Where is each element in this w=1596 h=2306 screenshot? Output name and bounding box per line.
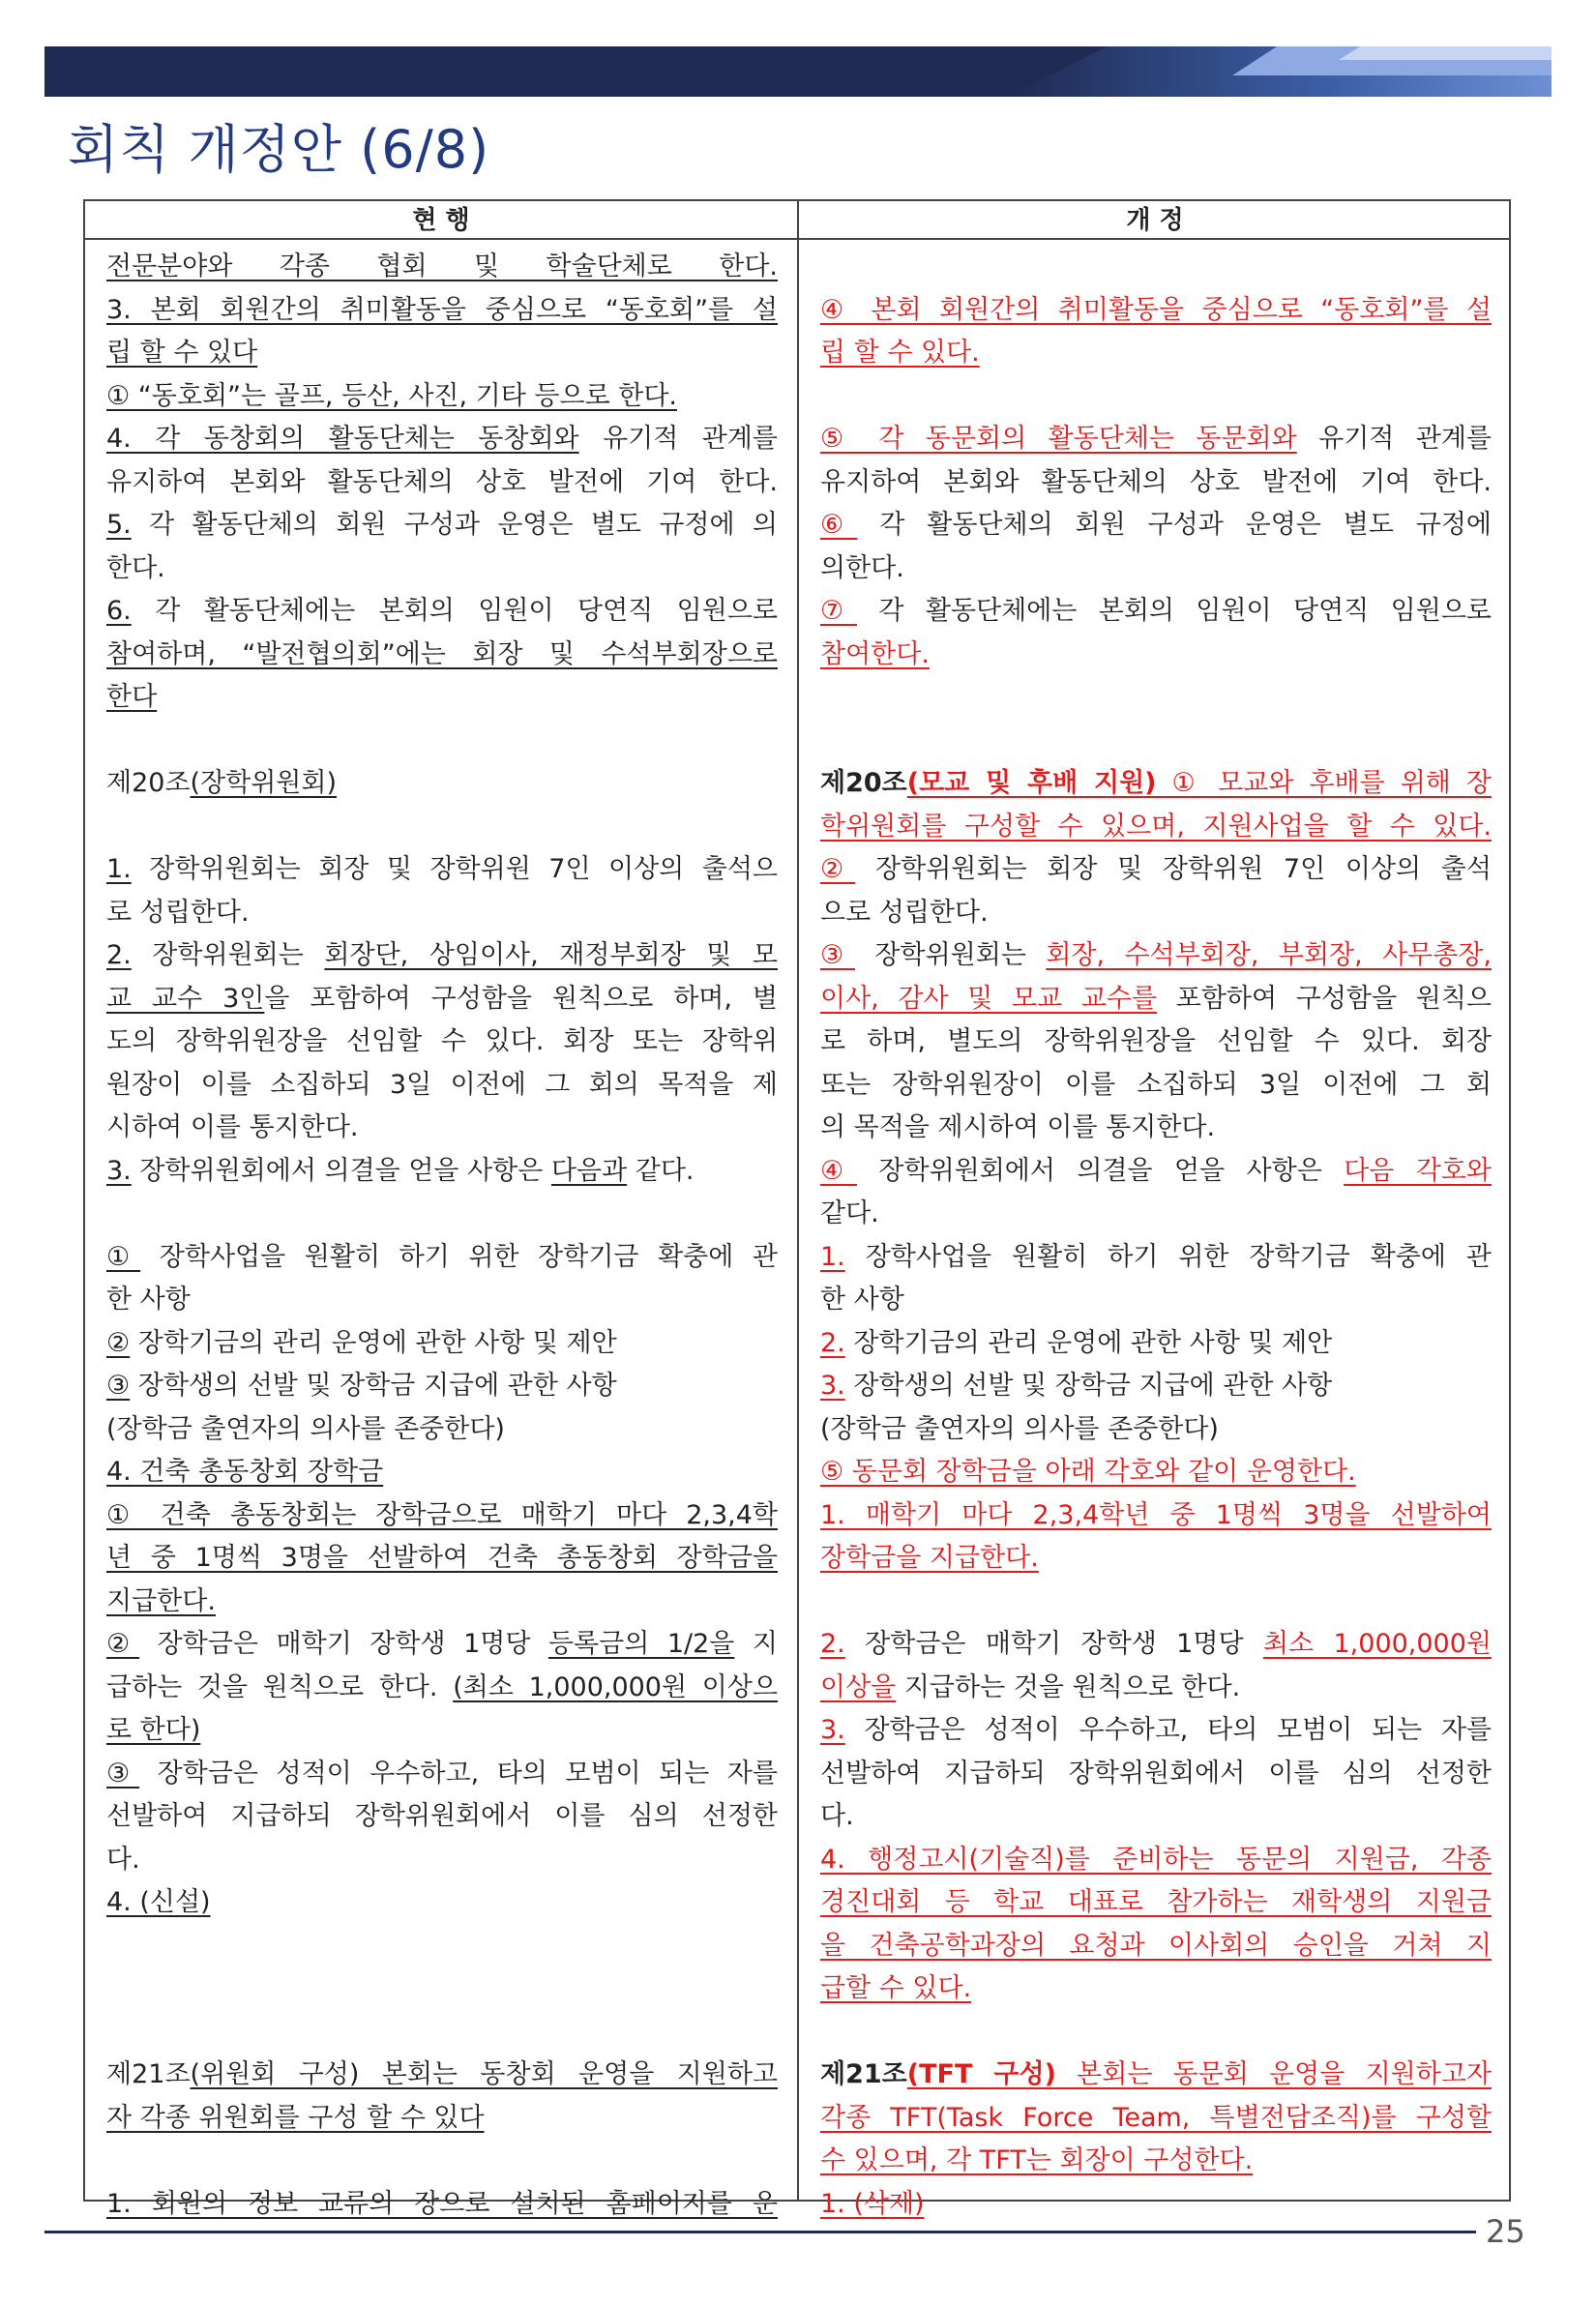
current-line xyxy=(106,289,778,332)
revised-text-segment: 으로 성립한다. xyxy=(820,897,989,928)
revised-line xyxy=(820,289,1492,332)
banner-stripe xyxy=(1339,46,1552,60)
revised-text-segment: 각 활동단체의 회원 구성과 운영은 별도 규정에 xyxy=(857,510,1492,540)
current-text-segment: 장학위원회는 xyxy=(131,940,325,970)
current-text-segment: 4. (신설) xyxy=(106,1887,211,1917)
footer-divider xyxy=(44,2231,1476,2233)
revised-line xyxy=(820,1150,1492,1193)
header-current: 현 행 xyxy=(85,201,799,240)
current-line xyxy=(106,634,778,676)
current-line xyxy=(106,762,778,805)
current-line xyxy=(106,2097,778,2140)
revised-text-segment: 한 사항 xyxy=(820,1285,904,1315)
revised-line xyxy=(820,1839,1492,1881)
revised-line xyxy=(820,1322,1492,1365)
current-line xyxy=(106,418,778,460)
current-text-segment: 년 중 1명씩 3명을 선발하여 건축 총동창회 장학금을 xyxy=(106,1543,778,1573)
revised-text-segment: 참여한다. xyxy=(820,638,930,669)
revised-line xyxy=(820,1107,1492,1149)
revised-text-segment: 경진대회 등 학교 대표로 참가하는 재학생의 지원금 xyxy=(820,1887,1492,1917)
current-text-segment: 다음과 xyxy=(550,1155,628,1186)
revised-text-segment: 수 있으며, 각 TFT는 회장이 구성한다. xyxy=(820,2145,1254,2175)
current-text-segment: 한다 xyxy=(106,682,158,712)
revised-text-segment: ① 모교와 후배를 위해 장 xyxy=(1156,768,1492,798)
current-text-segment: (장학위원회) xyxy=(190,768,338,798)
current-line xyxy=(106,1107,778,1149)
current-text-segment: 각 활동단체에는 본회의 임원이 당연직 임원으로 xyxy=(131,596,778,626)
current-text-segment: 로 한다) xyxy=(106,1715,201,1745)
revised-text-segment: (장학금 출연자의 의사를 존중한다) xyxy=(820,1413,1219,1444)
revised-text-segment: 유기적 관계를 xyxy=(1296,424,1492,454)
current-text-segment: 립 할 수 있다 xyxy=(106,338,258,368)
revised-text-segment: 장학사업을 원활히 하기 위한 장학기금 확충에 관 xyxy=(844,1241,1492,1272)
revised-line xyxy=(820,1020,1492,1063)
revised-text-segment: 지급하는 것을 원칙으로 한다. xyxy=(896,1671,1241,1702)
revised-line xyxy=(820,504,1492,547)
current-line xyxy=(106,1795,778,1838)
revised-text-segment: 다음 각호와 xyxy=(1344,1155,1492,1186)
revised-line xyxy=(820,1709,1492,1752)
current-text-segment: ② xyxy=(106,1327,131,1358)
current-text-segment: 유지하여 본회와 활동단체의 상호 발전에 기여 한다. xyxy=(106,466,778,497)
revised-line xyxy=(820,590,1492,633)
revised-line xyxy=(820,2097,1492,2140)
revised-text-segment: 이상을 xyxy=(820,1671,897,1702)
revised-text-segment: ⑤ 각 동문회의 활동단체는 동문회와 xyxy=(820,424,1297,454)
current-line xyxy=(106,1623,778,1666)
current-line xyxy=(106,1839,778,1881)
revised-line xyxy=(820,2140,1492,2182)
current-text-segment: 장학금은 성적이 우수하고, 타의 모범이 되는 자를 xyxy=(139,1758,778,1789)
current-text-segment: 장학위원회는 회장 및 장학위원 7인 이상의 출석으 xyxy=(131,854,778,884)
current-line xyxy=(106,1322,778,1365)
revised-line xyxy=(820,1667,1492,1709)
current-text-segment: 1. xyxy=(106,854,132,884)
current-line xyxy=(106,934,778,977)
current-line xyxy=(106,2054,778,2096)
current-line xyxy=(106,1667,778,1709)
revised-text-segment: ⑦ xyxy=(820,596,858,626)
revised-text-segment: 1. (삭제) xyxy=(820,2188,925,2219)
revised-text-segment: 제21조 xyxy=(820,2059,907,2089)
revised-text-segment: 각 활동단체에는 본회의 임원이 당연직 임원으로 xyxy=(857,596,1492,626)
revised-line xyxy=(820,1451,1492,1493)
current-text-segment: ① “동호회”는 골프, 등산, 사진, 기타 등으로 한다. xyxy=(106,380,677,411)
revised-text-segment: 1. 매학기 마다 2,3,4학년 중 1명씩 3명을 선발하여 xyxy=(820,1499,1492,1530)
revised-line xyxy=(820,806,1492,848)
current-line xyxy=(106,1408,778,1451)
current-text-segment: (장학금 출연자의 의사를 존중한다) xyxy=(106,1413,505,1444)
revised-text-segment: 포함하여 구성함을 원칙으 xyxy=(1157,983,1492,1014)
current-text-segment: 장학사업을 원활히 하기 위한 장학기금 확충에 관 xyxy=(140,1241,778,1272)
current-line xyxy=(106,1365,778,1407)
current-text-segment: 시하여 이를 통지한다. xyxy=(106,1112,359,1142)
revised-text-segment: 각종 TFT(Task Force Team, 특별전담조직)를 구성할 xyxy=(820,2102,1492,2133)
revised-text-segment: (모교 및 후배 지원) xyxy=(906,768,1157,798)
revised-text-segment: 장학금은 매학기 장학생 1명당 xyxy=(844,1629,1263,1659)
revised-text-segment: 장학금은 성적이 우수하고, 타의 모범이 되는 자를 xyxy=(844,1715,1492,1745)
current-text-segment: 다. xyxy=(106,1844,140,1875)
current-line xyxy=(106,504,778,547)
current-line xyxy=(106,375,778,418)
revised-text-segment: 장학위원회는 회장 및 장학위원 7인 이상의 출석 xyxy=(855,854,1492,884)
current-text-segment: 장학생의 선발 및 장학금 지급에 관한 사항 xyxy=(130,1371,617,1401)
revised-line xyxy=(820,1967,1492,2010)
current-text-segment: 장학위원회에서 의결을 얻을 사항은 xyxy=(131,1155,551,1186)
revised-line xyxy=(820,1365,1492,1407)
current-text-segment: 4. 각 동창회의 활동단체는 동창회와 xyxy=(106,424,579,454)
revised-line xyxy=(820,1193,1492,1235)
revised-text-segment: 1. xyxy=(820,1241,845,1272)
current-text-segment: 장학금은 매학기 장학생 1명당 xyxy=(139,1629,548,1659)
current-line xyxy=(106,1581,778,1623)
revised-text-segment: 4. 행정고시(기술직)를 준비하는 동문의 지원금, 각종 xyxy=(820,1844,1492,1875)
current-text-segment: 도의 장학위원장을 선임할 수 있다. 회장 또는 장학위 xyxy=(106,1026,778,1056)
revised-text-segment: ⑤ 동문회 장학금을 아래 각호와 같이 운영한다. xyxy=(820,1457,1356,1487)
current-text-segment: (최소 1,000,000원 이상으 xyxy=(453,1671,778,1702)
revised-text-segment: ④ xyxy=(820,1155,858,1186)
current-line xyxy=(106,1451,778,1493)
revised-line xyxy=(820,634,1492,676)
current-line xyxy=(106,461,778,504)
revised-text-segment: 의 목적을 제시하여 이를 통지한다. xyxy=(820,1112,1216,1142)
revised-text-segment: 유지하여 본회와 활동단체의 상호 발전에 기여 한다. xyxy=(820,466,1492,497)
current-text-segment: 선발하여 지급하되 장학위원회에서 이를 심의 선정한 xyxy=(106,1801,778,1831)
current-text-segment: 을 포함하여 구성함을 원칙으로 하며, 별 xyxy=(264,983,778,1014)
revised-text-segment: 3. xyxy=(820,1715,845,1745)
current-text-segment: 교 교수 3인 xyxy=(106,983,265,1014)
revised-text-segment: 또는 장학위원장이 이를 소집하되 3일 이전에 그 회 xyxy=(820,1069,1492,1100)
revised-line xyxy=(820,547,1492,590)
revised-text-segment: (TFT 구성) xyxy=(906,2059,1056,2089)
current-text-segment: 한 사항 xyxy=(106,1285,191,1315)
revised-line xyxy=(820,1623,1492,1666)
revised-text-segment: 같다. xyxy=(820,1198,879,1228)
current-text-segment: 2. xyxy=(106,940,132,970)
revised-line xyxy=(820,1795,1492,1838)
revised-text-segment: 을 건축공학과장의 요청과 이사회의 승인을 거쳐 지 xyxy=(820,1930,1492,1961)
current-text-segment: 3. 본회 회원간의 취미활동을 중심으로 “동호회”를 설 xyxy=(106,294,778,325)
revised-text-segment: 2. xyxy=(820,1327,845,1358)
current-line xyxy=(106,1494,778,1537)
current-line xyxy=(106,848,778,891)
current-line xyxy=(106,1709,778,1752)
revised-text-segment: 2. xyxy=(820,1629,845,1659)
revised-text-segment: 장학금을 지급한다. xyxy=(820,1543,1039,1573)
current-text-segment: 6. xyxy=(106,596,132,626)
revised-line xyxy=(820,461,1492,504)
current-line xyxy=(106,332,778,374)
current-line xyxy=(106,978,778,1020)
current-line xyxy=(106,676,778,719)
revised-text-segment: ⑥ xyxy=(820,510,858,540)
revised-line xyxy=(820,1279,1492,1321)
revised-line xyxy=(820,418,1492,460)
comparison-table xyxy=(83,199,1511,2219)
revised-text-segment: 회장, 수석부회장, 부회장, 사무총장, xyxy=(1046,940,1492,970)
current-text-segment: 지 xyxy=(734,1629,778,1659)
revised-text-segment: 장학생의 선발 및 장학금 지급에 관한 사항 xyxy=(844,1371,1333,1401)
current-text-segment: 제21조 xyxy=(106,2059,191,2089)
current-text-segment: 회장단, 상임이사, 재정부회장 및 모 xyxy=(324,940,778,970)
current-text-segment: 1. 회원의 정보 교류의 장으로 설치된 홈페이지를 운 xyxy=(106,2188,778,2219)
revised-line xyxy=(820,934,1492,977)
current-text-segment: ② xyxy=(106,1629,140,1659)
revised-line xyxy=(820,1881,1492,1924)
current-text-segment: (위원회 구성) 본회는 동창회 운영을 지원하고 xyxy=(190,2059,778,2089)
revised-text-segment: 이사, 감사 및 모교 교수를 xyxy=(820,983,1158,1014)
current-text-segment: ③ xyxy=(106,1371,131,1401)
revised-text-segment: ③ xyxy=(820,940,856,970)
current-text-segment: 참여하며, “발전협의회”에는 회장 및 수석부회장으로 xyxy=(106,638,778,669)
revised-line xyxy=(820,1236,1492,1279)
current-text-segment: 지급한다. xyxy=(106,1585,216,1616)
revised-line xyxy=(820,848,1492,891)
current-text-segment: 5. xyxy=(106,510,132,540)
revised-text-segment: 다. xyxy=(820,1801,854,1831)
current-line xyxy=(106,1753,778,1795)
current-line xyxy=(106,1020,778,1063)
current-text-segment: 한다. xyxy=(106,552,165,583)
current-line xyxy=(106,1279,778,1321)
revised-text-segment: 3. xyxy=(820,1371,845,1401)
current-text-segment: 4. 건축 총동창회 장학금 xyxy=(106,1457,384,1487)
revised-text-segment: 본회는 동문회 운영을 지원하고자 xyxy=(1055,2059,1492,2089)
current-line xyxy=(106,547,778,590)
page-title: 회칙 개정안 (6/8) xyxy=(68,119,490,180)
current-line xyxy=(106,246,778,288)
revised-line xyxy=(820,2183,1492,2226)
revised-text-segment: ④ 본회 회원간의 취미활동을 중심으로 “동호회”를 설 xyxy=(820,294,1492,325)
column-divider xyxy=(797,240,799,2200)
current-text-segment: ① 건축 총동창회는 장학금으로 매학기 마다 2,3,4학 xyxy=(106,1499,778,1530)
current-text-segment: 3. xyxy=(106,1155,132,1186)
revised-text-segment: 장학기금의 관리 운영에 관한 사항 및 제안 xyxy=(844,1327,1333,1358)
revised-text-segment: ② xyxy=(820,854,856,884)
revised-text-segment: 선발하여 지급하되 장학위원회에서 이를 심의 선정한 xyxy=(820,1758,1492,1789)
revised-line xyxy=(820,1753,1492,1795)
current-text-segment: 전문분야와 각종 협회 및 학술단체로 한다. xyxy=(106,251,778,281)
revised-line xyxy=(820,1925,1492,1967)
current-text-segment: 유기적 관계를 xyxy=(578,424,778,454)
revised-text-segment: 급할 수 있다. xyxy=(820,1973,972,2003)
revised-text-segment: 의한다. xyxy=(820,552,904,583)
revised-text-segment: 최소 1,000,000원 xyxy=(1262,1629,1492,1659)
current-text-segment: 같다. xyxy=(627,1155,695,1186)
revised-line xyxy=(820,1408,1492,1451)
current-line xyxy=(106,1064,778,1107)
current-line xyxy=(106,892,778,934)
header-revised: 개 정 xyxy=(799,201,1511,240)
current-line xyxy=(106,1150,778,1193)
revised-line xyxy=(820,2054,1492,2096)
current-text-segment: ③ xyxy=(106,1758,140,1789)
revised-text-segment: 장학위원회는 xyxy=(855,940,1047,970)
revised-text-segment: 로 하며, 별도의 장학위원장을 선임할 수 있다. 회장 xyxy=(820,1026,1492,1056)
current-text-segment: 급하는 것을 원칙으로 한다. xyxy=(106,1671,454,1702)
current-text-segment: 장학기금의 관리 운영에 관한 사항 및 제안 xyxy=(130,1327,617,1358)
page-number: 25 xyxy=(1486,2213,1525,2250)
revised-line xyxy=(820,1494,1492,1537)
revised-line xyxy=(820,978,1492,1020)
current-line xyxy=(106,1236,778,1279)
revised-line xyxy=(820,1064,1492,1107)
revised-line xyxy=(820,762,1492,805)
current-text-segment: 각 활동단체의 회원 구성과 운영은 별도 규정에 의 xyxy=(131,510,778,540)
header-banner xyxy=(44,46,1552,97)
current-text-segment: 등록금의 1/2을 xyxy=(547,1629,735,1659)
revised-line xyxy=(820,1537,1492,1580)
current-line xyxy=(106,1537,778,1580)
current-line xyxy=(106,1881,778,1924)
current-text-segment: ① xyxy=(106,1241,141,1272)
revised-text-segment: 학위원회를 구성할 수 있으며, 지원사업을 할 수 있다. xyxy=(820,811,1492,842)
current-text-segment: 자 각종 위원회를 구성 할 수 있다 xyxy=(106,2102,485,2133)
current-line xyxy=(106,2183,778,2226)
revised-line xyxy=(820,332,1492,374)
current-text-segment: 제20조 xyxy=(106,768,191,798)
revised-text-segment: 장학위원회에서 의결을 얻을 사항은 xyxy=(857,1155,1345,1186)
current-text-segment: 로 성립한다. xyxy=(106,897,250,928)
revised-text-segment: 립 할 수 있다. xyxy=(820,338,980,368)
revised-text-segment: 제20조 xyxy=(820,768,907,798)
current-text-segment: 원장이 이를 소집하되 3일 이전에 그 회의 목적을 제 xyxy=(106,1069,778,1100)
current-line xyxy=(106,590,778,633)
revised-line xyxy=(820,892,1492,934)
